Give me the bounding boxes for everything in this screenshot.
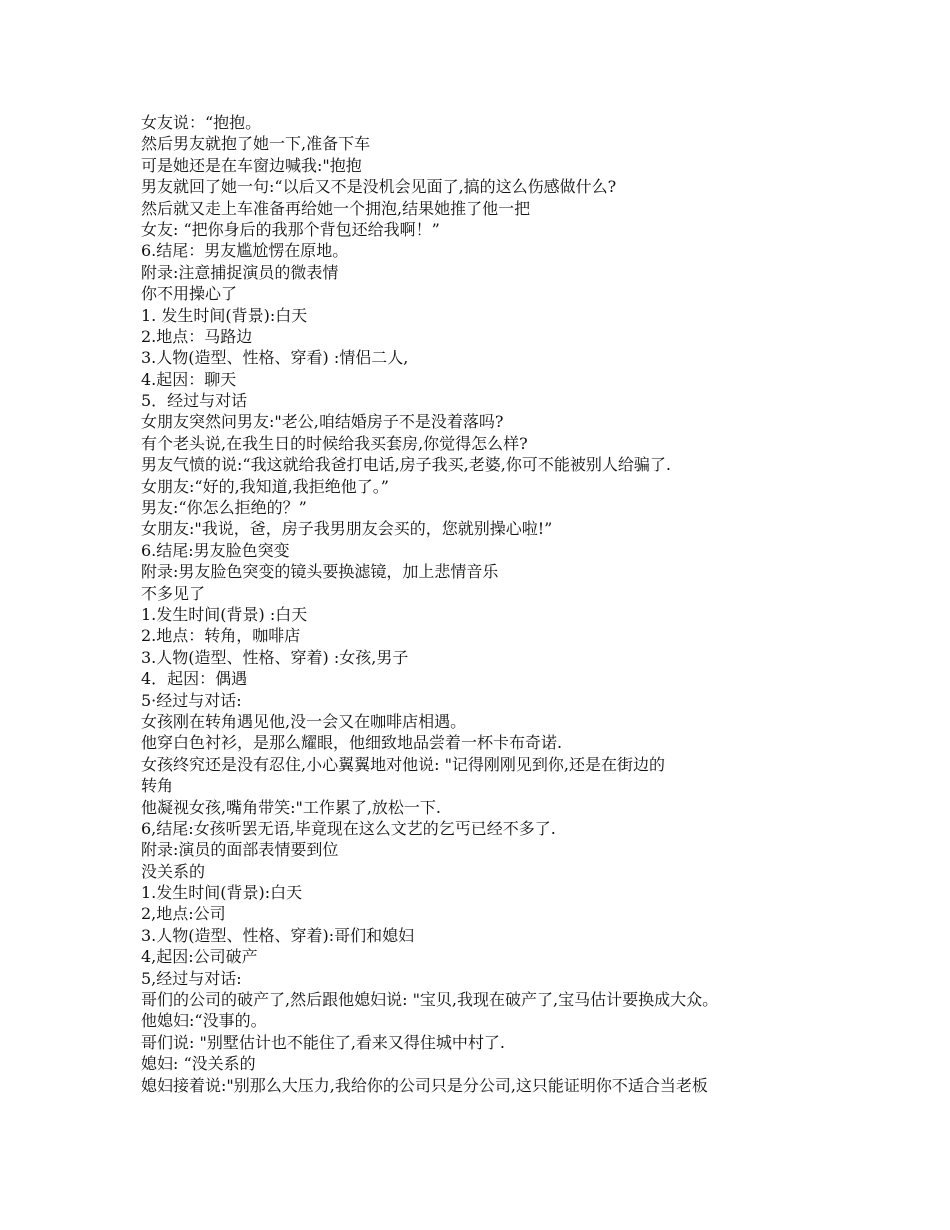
text-line: 5·经过与对话: <box>141 690 242 710</box>
text-line: 男友:“你怎么拒绝的？” <box>141 498 307 518</box>
text-line: 4,起因:公司破产 <box>141 947 258 967</box>
text-line: 他凝视女孩,嘴角带笑:"工作累了,放松一下. <box>141 797 442 817</box>
text-line: 女友说：“抱抱。 <box>141 113 262 132</box>
text-line: 女孩刚在转角遇见他,没一会又在咖啡店相遇。 <box>141 711 467 731</box>
text-line: 哥们的公司的破产了,然后跟他媳妇说: "宝贝,我现在破产了,宝马估计要换成大众。 <box>141 990 719 1010</box>
section-ending: 6.结尾：男友尴尬愣在原地。 <box>141 241 349 261</box>
text-line: 2,地点:公司 <box>141 904 226 924</box>
section-title: 你不用操心了 <box>141 284 238 304</box>
section-appendix: 附录:注意捕捉演员的微表情 <box>141 262 339 282</box>
text-line: 女朋友:"我说，爸，房子我男朋友会买的，您就别操心啦!” <box>141 519 553 539</box>
text-line: 3.人物(造型、性格、穿着) :女孩,男子 <box>141 647 409 667</box>
text-line: 媳妇接着说:"别那么大压力,我给你的公司只是分公司,这只能证明你不适合当老板 <box>141 1075 708 1095</box>
text-line: 男友就回了她一句:“以后又不是没机会见面了,搞的这么伤感做什么? <box>141 177 617 197</box>
text-line: 2.地点：马路边 <box>141 326 253 346</box>
text-line: 然后就又走上车准备再给她一个拥泡,结果她推了他一把 <box>141 198 531 218</box>
text-line: 女朋友:“好的,我知道,我拒绝他了。” <box>141 476 389 496</box>
text-line: 女孩终究还是没有忍住,小心翼翼地对他说: "记得刚刚见到你,还是在街边的 <box>141 754 666 774</box>
text-line: 4．起因：偶遇 <box>141 669 248 689</box>
text-line: 女朋友突然问男友:"老公,咱结婚房子不是没着落吗? <box>141 412 504 432</box>
text-line: 4.起因：聊天 <box>141 369 237 389</box>
text-line: 有个老头说,在我生日的时候给我买套房,你觉得怎么样? <box>141 433 528 453</box>
text-line: 他媳妇:“没事的。 <box>141 1011 267 1031</box>
section-ending: 6,结尾:女孩听罢无语,毕竟现在这么文艺的乞丐已经不多了. <box>141 818 556 838</box>
section-title: 没关系的 <box>141 861 206 881</box>
text-line: 3.人物(造型、性格、穿看) :情侣二人, <box>141 348 409 368</box>
text-line: 3.人物(造型、性格、穿着):哥们和媳妇 <box>141 925 415 945</box>
text-line: 可是她还是在车窗边喊我:"抱抱 <box>141 155 362 175</box>
text-line: 2.地点：转角，咖啡店 <box>141 626 301 646</box>
text-line: 媳妇: “没关系的 <box>141 1054 256 1074</box>
text-line: 转角 <box>141 776 174 796</box>
text-line: 5．经过与对话 <box>141 391 248 411</box>
text-line: 1.发生时间(背景) :白天 <box>141 604 308 624</box>
text-line: 1.发生时间(背景):白天 <box>141 883 303 903</box>
text-line: 女友: “把你身后的我那个背包还给我啊！” <box>141 219 440 239</box>
document-body <box>141 112 821 1096</box>
section-title: 不多见了 <box>141 583 206 603</box>
text-line: 哥们说: "别墅估计也不能住了,看来又得住城中村了. <box>141 1032 506 1052</box>
text-line: 他穿白色衬衫，是那么耀眼，他细致地品尝着一杯卡布奇诺. <box>141 733 563 753</box>
section-appendix: 附录:男友脸色突变的镜头要换滤镜，加上悲情音乐 <box>141 562 499 582</box>
text-line: 然后男友就抱了她一下,准备下车 <box>141 134 371 154</box>
section-ending: 6.结尾:男友脸色突变 <box>141 540 290 560</box>
text-line: 男友气愤的说:“我这就给我爸打电话,房子我买,老婆,你可不能被别人给骗了. <box>141 455 671 475</box>
text-line: 5,经过与对话: <box>141 968 242 988</box>
text-line: 1. 发生时间(背景):白天 <box>141 305 308 325</box>
section-appendix: 附录:演员的面部表情要到位 <box>141 840 339 860</box>
